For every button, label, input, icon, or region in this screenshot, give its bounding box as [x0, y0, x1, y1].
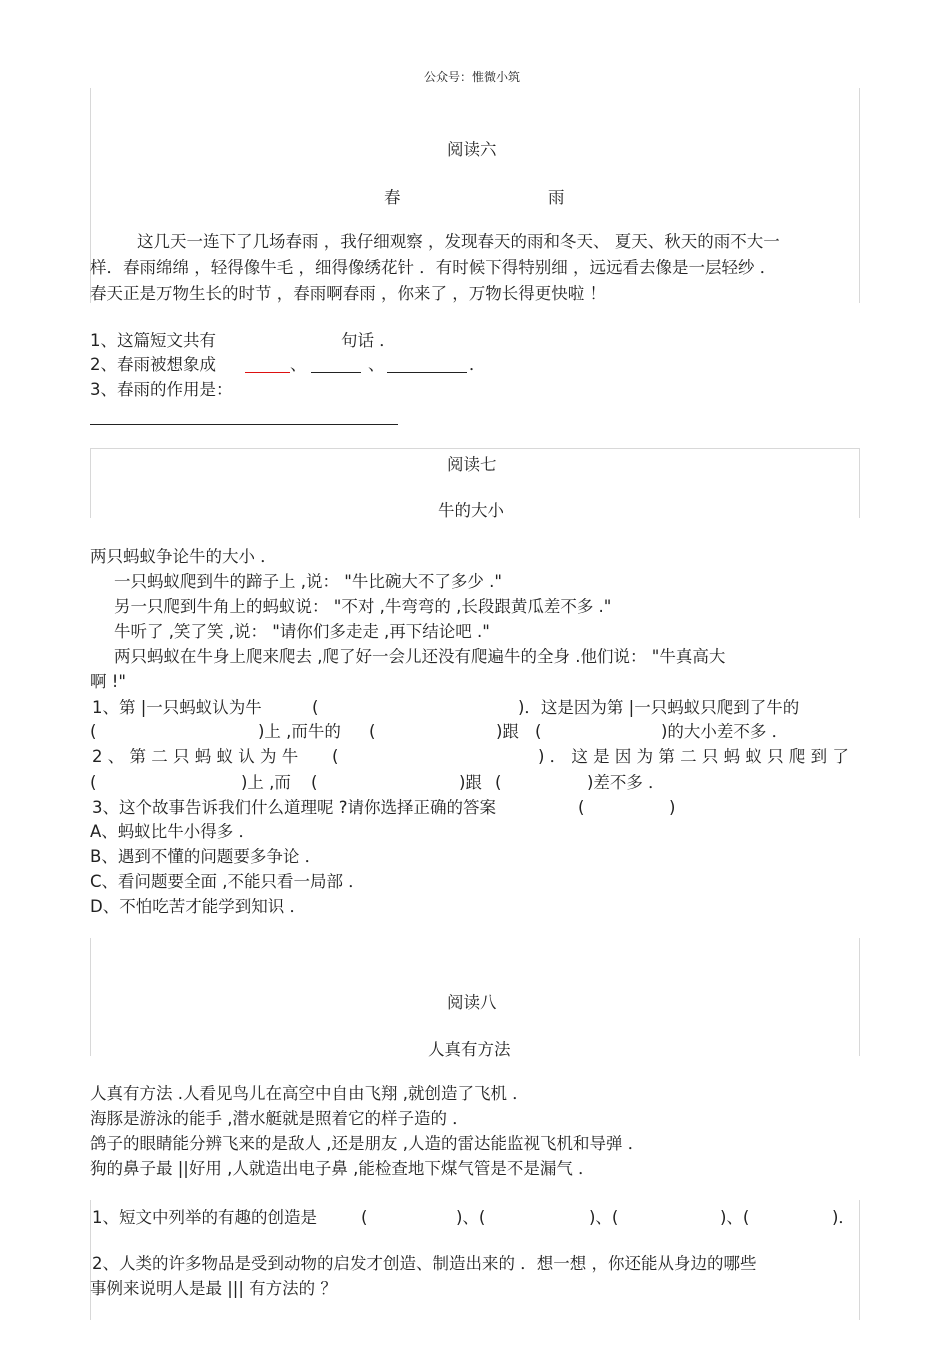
reading6-question3-answer-line[interactable]	[90, 410, 398, 425]
reading6-title-char2: 雨	[548, 188, 565, 207]
page-header: 公众号：惟微小筑	[424, 70, 521, 84]
reading7-option-b[interactable]: B、遇到不懂的问题要多争论 ．	[90, 847, 322, 866]
reading7-q1-line2-open1: (	[90, 722, 97, 741]
reading6-question2-text: 2、春雨被想象成	[90, 355, 216, 374]
reading7-q1-line2-text3: )的大小差不多 ．	[661, 722, 789, 741]
reading6-question3-text: 3、春雨的作用是：	[90, 380, 233, 399]
reading6-paragraph-line1: 这几天一连下了几场春雨 ，我仔细观察 ，发现春天的雨和冬天、 夏天、秋天的雨不大一	[137, 232, 780, 251]
reading7-story-line5: 两只蚂蚁在牛身上爬来爬去 ,爬了好一会儿还没有爬遍牛的全身 .他们说： "牛真高大	[114, 647, 726, 666]
reading7-q1-line2-open2: (	[369, 722, 376, 741]
reading8-q2-line1: 2、人类的许多物品是受到动物的启发才创造、制造出来的 ．想一想 ，你还能从身边的哪些	[92, 1254, 757, 1273]
reading8-story-line1: 人真有方法 .人看见鸟儿在高空中自由飞翔 ,就创造了飞机 ．	[90, 1084, 529, 1103]
reading7-q1-line1-text: 1、第 |一只蚂蚁认为牛	[92, 698, 262, 717]
reading8-q1-close: )．	[832, 1208, 855, 1227]
reading7-q3-close: )	[669, 798, 676, 817]
reading7-heading: 阅读七	[447, 455, 497, 474]
reading7-story-line4: 牛听了 ,笑了笑 ,说： "请你们多走走 ,再下结论吧 ."	[114, 622, 490, 641]
frame-line-right-4	[859, 1200, 860, 1320]
reading6-paragraph-line2: 样．春雨绵绵 ，轻得像牛毛 ，细得像绣花针 ．有时候下得特别细 ，远远看去像是一层轻纱 ．	[90, 258, 777, 277]
reading7-story-line1: 两只蚂蚁争论牛的大小 ．	[90, 547, 277, 566]
reading8-q2-line2: 事例来说明人是最 ||| 有方法的 ？	[90, 1279, 337, 1298]
reading8-q1-sep3: )、(	[720, 1208, 750, 1227]
reading7-q1-line1-open: (	[312, 698, 319, 717]
reading6-question2-blank3[interactable]	[387, 358, 467, 373]
reading7-title: 牛的大小	[438, 501, 504, 520]
reading7-q2-line1-rest: ) ． 这 是 因 为 第 二 只 蚂 蚁 只 爬 到 了	[538, 747, 849, 766]
frame-line-top-2	[90, 448, 860, 449]
reading6-question2-blank1[interactable]	[245, 358, 290, 373]
reading7-q2-line1-open: (	[332, 747, 339, 766]
reading8-title: 人真有方法	[428, 1040, 511, 1059]
reading6-question2-end: ．	[469, 355, 486, 374]
reading7-q3-open: (	[578, 798, 585, 817]
reading7-q2-line2-text3: )差不多 ．	[587, 773, 665, 792]
reading7-q1-line2-text1: )上 ,而牛的	[258, 722, 341, 741]
reading6-question2-sep2: 、	[368, 355, 385, 374]
reading7-q2-line2-open1: (	[90, 773, 97, 792]
frame-line-left-2	[90, 448, 91, 518]
reading7-q2-line1-text: 2 、 第 二 只 蚂 蚁 认 为 牛	[92, 747, 299, 766]
reading6-question1-text: 1、这篇短文共有	[90, 331, 216, 350]
reading8-q1-sep1: )、(	[456, 1208, 486, 1227]
reading6-question2-sep1: 、	[290, 355, 307, 374]
reading7-option-c[interactable]: C、看问题要全面 ,不能只看一局部 ．	[90, 872, 365, 891]
reading7-q1-line1-rest: )．这是因为第 |一只蚂蚁只爬到了牛的	[518, 698, 800, 717]
reading6-question1-suffix: 句话 ．	[341, 331, 396, 350]
reading7-q2-line2-text2: )跟	[459, 773, 482, 792]
reading7-story-line2: 一只蚂蚁爬到牛的蹄子上 ,说： "牛比碗大不了多少 ."	[114, 572, 502, 591]
reading6-heading: 阅读六	[447, 140, 497, 159]
reading7-q2-line2-open2: (	[311, 773, 318, 792]
reading8-story-line2: 海豚是游泳的能手 ,潜水艇就是照着它的样子造的 ．	[90, 1109, 469, 1128]
reading8-q1-text: 1、短文中列举的有趣的创造是	[92, 1208, 317, 1227]
reading7-q1-line2-open3: (	[535, 722, 542, 741]
frame-line-right-2	[859, 448, 860, 518]
reading7-q3-text: 3、这个故事告诉我们什么道理呢 ?请你选择正确的答案	[92, 798, 497, 817]
reading6-title-char1: 春	[384, 188, 401, 207]
reading7-story-line3: 另一只爬到牛角上的蚂蚁说： "不对 ,牛弯弯的 ,长段跟黄瓜差不多 ."	[114, 597, 612, 616]
reading6-question2-blank2[interactable]	[311, 358, 361, 373]
reading7-q2-line2-open3: (	[495, 773, 502, 792]
reading7-q1-line2-text2: )跟	[496, 722, 519, 741]
frame-line-left-3	[90, 938, 91, 1056]
reading7-q2-line2-text1: )上 ,而	[241, 773, 291, 792]
reading8-story-line3: 鸽子的眼睛能分辨飞来的是敌人 ,还是朋友 ,人造的雷达能监视飞机和导弹 ．	[90, 1134, 645, 1153]
reading7-story-line6: 啊 !"	[90, 672, 126, 691]
frame-line-left-4	[90, 1200, 91, 1320]
frame-line-right-1	[859, 88, 860, 303]
reading6-paragraph-line3: 春天正是万物生长的时节 ，春雨啊春雨 ，你来了 ，万物长得更快啦 ！	[90, 284, 606, 303]
reading7-option-d[interactable]: D、不怕吃苦才能学到知识 ．	[90, 897, 306, 916]
frame-line-right-3	[859, 938, 860, 1056]
reading7-option-a[interactable]: A、蚂蚁比牛小得多 ．	[90, 822, 256, 841]
reading8-q1-open: (	[361, 1208, 368, 1227]
reading8-q1-sep2: )、(	[589, 1208, 619, 1227]
reading8-heading: 阅读八	[447, 993, 497, 1012]
reading8-story-line4: 狗的鼻子最 ||好用 ,人就造出电子鼻 ,能检查地下煤气管是不是漏气 ．	[90, 1159, 595, 1178]
